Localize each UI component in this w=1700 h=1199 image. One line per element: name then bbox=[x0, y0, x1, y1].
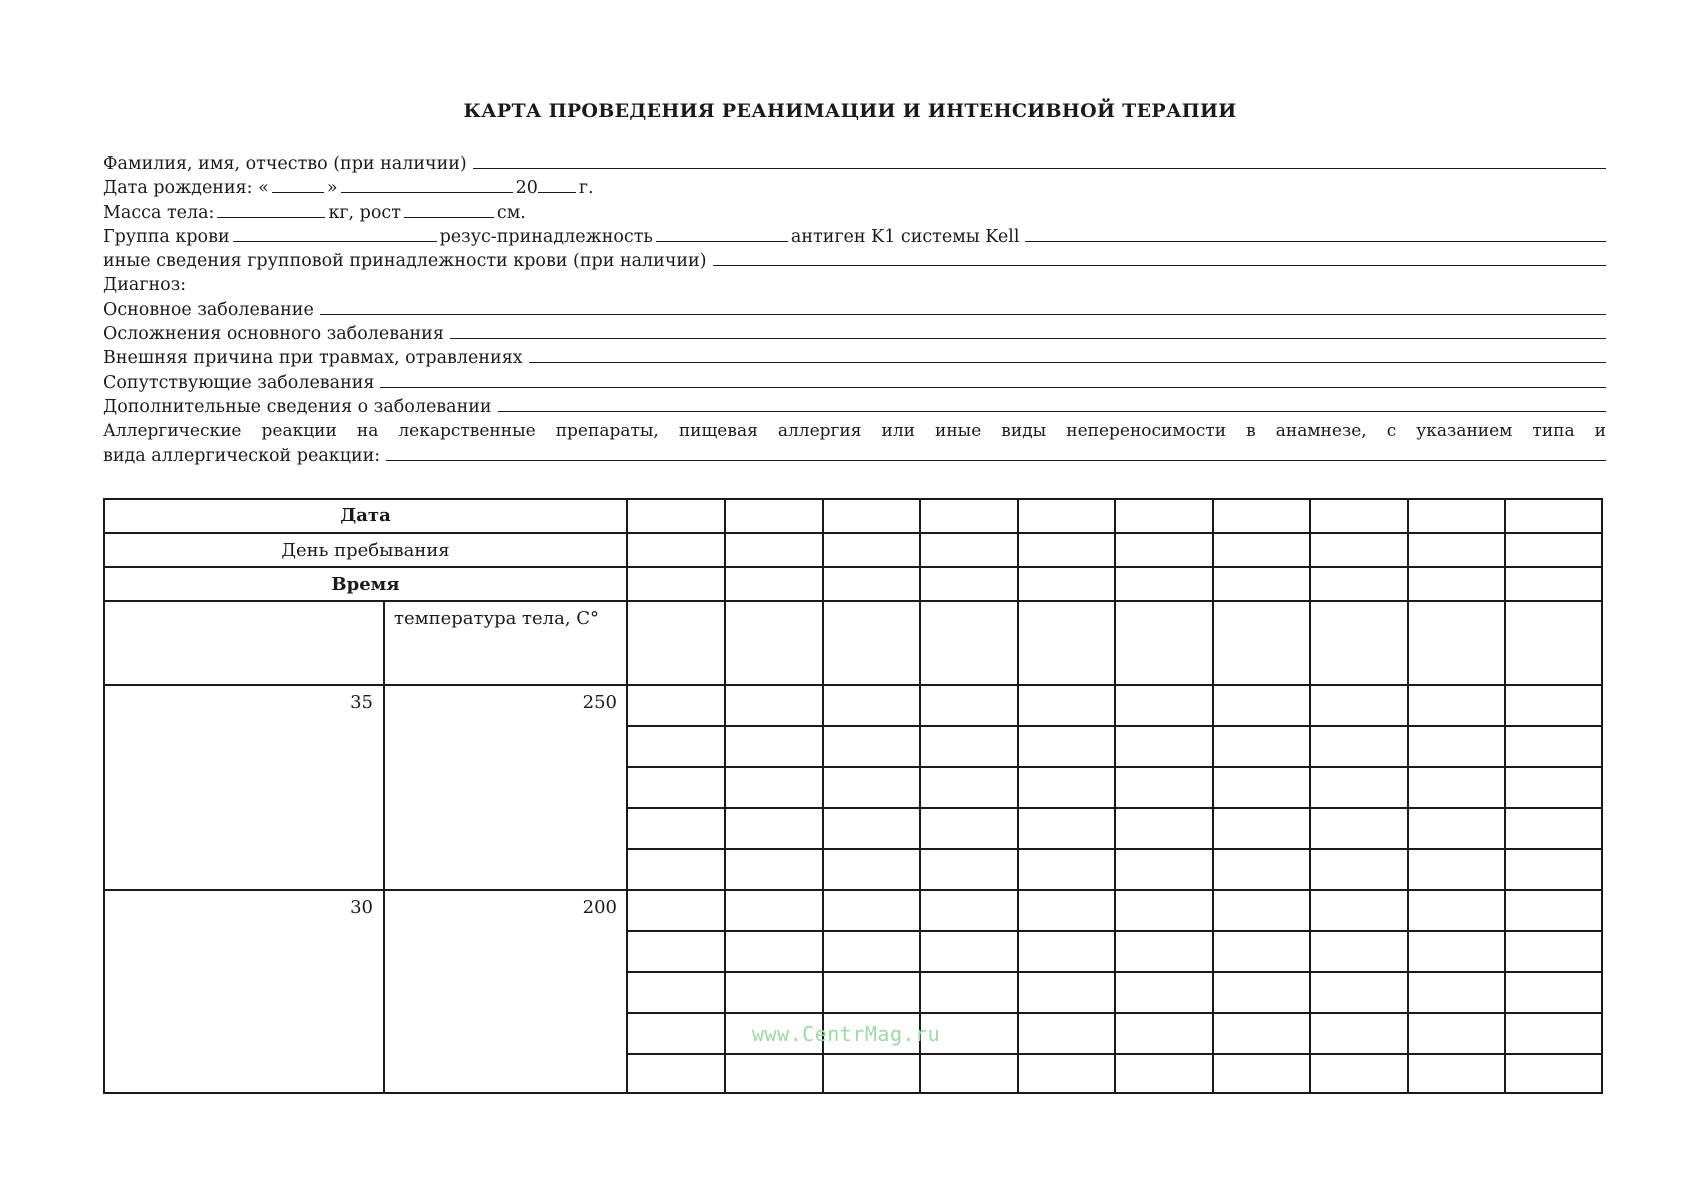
mass-row bbox=[103, 201, 1606, 225]
kell-field[interactable] bbox=[1025, 227, 1606, 242]
concomitant-row bbox=[103, 371, 1606, 395]
watermark: www.CentrMag.ru bbox=[752, 1022, 941, 1046]
complications-label: Осложнения основного заболевания bbox=[103, 324, 444, 345]
concomitant-label: Сопутствующие заболевания bbox=[103, 372, 375, 393]
grid-line bbox=[1017, 500, 1019, 1092]
grid-line bbox=[626, 500, 628, 1092]
mass-field[interactable] bbox=[217, 203, 325, 218]
birth-year-suffix: г. bbox=[578, 178, 594, 199]
grid-line bbox=[105, 566, 1601, 568]
diagnosis-label: Диагноз: bbox=[103, 275, 187, 296]
grid-line bbox=[105, 889, 1601, 891]
other-blood-row bbox=[103, 249, 1606, 273]
additional-field[interactable] bbox=[498, 397, 1606, 412]
scale-label-30: 30 bbox=[350, 897, 373, 918]
fio-field[interactable] bbox=[473, 154, 1606, 169]
grid-line bbox=[919, 500, 921, 1092]
grid-line bbox=[1309, 500, 1311, 1092]
other-blood-label: иные сведения групповой принадлежности крови (при наличии) bbox=[103, 251, 707, 272]
scale-label-200: 200 bbox=[582, 897, 617, 918]
grid-line bbox=[1212, 500, 1214, 1092]
blood-group-label: Группа крови bbox=[103, 226, 230, 247]
birth-year-field[interactable] bbox=[538, 178, 576, 193]
blood-row bbox=[103, 225, 1606, 249]
birth-month-field[interactable] bbox=[341, 178, 513, 193]
fio-row bbox=[103, 152, 1606, 176]
external-cause-field[interactable] bbox=[529, 348, 1606, 363]
patient-info-section bbox=[103, 152, 1606, 468]
grid-line bbox=[1114, 500, 1116, 1092]
allergy-row-2 bbox=[103, 444, 1606, 468]
height-unit: см. bbox=[496, 202, 526, 223]
additional-row bbox=[103, 395, 1606, 419]
grid-line bbox=[105, 532, 1601, 534]
scale-label-250: 250 bbox=[582, 692, 617, 713]
grid-line bbox=[1504, 500, 1506, 1092]
rhesus-label: резус-принадлежность bbox=[439, 226, 653, 247]
birth-year-prefix: 20 bbox=[515, 178, 538, 199]
allergy-row-1 bbox=[103, 419, 1606, 443]
mass-label: Масса тела: bbox=[103, 202, 215, 223]
grid-line bbox=[724, 500, 726, 1092]
diagnosis-row bbox=[103, 273, 1606, 297]
scale-label-35: 35 bbox=[350, 692, 373, 713]
other-blood-field[interactable] bbox=[713, 251, 1606, 266]
additional-label: Дополнительные сведения о заболевании bbox=[103, 396, 492, 417]
external-cause-row bbox=[103, 346, 1606, 370]
main-disease-field[interactable] bbox=[320, 300, 1606, 315]
allergy-label-line2: вида аллергической реакции: bbox=[103, 445, 381, 466]
main-disease-row bbox=[103, 298, 1606, 322]
kell-label: антиген K1 системы Kell bbox=[790, 226, 1020, 247]
complications-field[interactable] bbox=[450, 324, 1606, 339]
grid-line bbox=[105, 600, 1601, 602]
main-disease-label: Основное заболевание bbox=[103, 299, 314, 320]
concomitant-field[interactable] bbox=[380, 373, 1606, 388]
external-cause-label: Внешняя причина при травмах, отравлениях bbox=[103, 348, 523, 369]
complications-row bbox=[103, 322, 1606, 346]
page-title: КАРТА ПРОВЕДЕНИЯ РЕАНИМАЦИИ И ИНТЕНСИВНОЙ ТЕРАПИИ bbox=[463, 100, 1237, 122]
monitoring-grid bbox=[103, 498, 1603, 1094]
grid-line bbox=[1407, 500, 1409, 1092]
allergy-label-line1: Аллергические реакции на лекарственные препараты, пищевая аллергия или иные виды непереносимости в анамнезе, с указанием типа и bbox=[103, 421, 1606, 442]
birth-date-label: Дата рождения: « bbox=[103, 178, 269, 199]
date-header: Дата bbox=[340, 505, 391, 526]
temperature-label: температура тела, С° bbox=[394, 608, 600, 629]
allergy-field[interactable] bbox=[386, 446, 1606, 461]
mass-unit: кг, рост bbox=[328, 202, 401, 223]
fio-label: Фамилия, имя, отчество (при наличии) bbox=[103, 154, 467, 174]
stay-day-header: День пребывания bbox=[281, 540, 450, 561]
grid-line bbox=[383, 600, 385, 1092]
time-header: Время bbox=[331, 574, 400, 595]
grid-line bbox=[105, 684, 1601, 686]
birth-day-field[interactable] bbox=[272, 178, 324, 193]
birth-quote: » bbox=[326, 178, 338, 199]
rhesus-field[interactable] bbox=[656, 227, 788, 242]
height-field[interactable] bbox=[404, 203, 494, 218]
blood-group-field[interactable] bbox=[233, 227, 437, 242]
birth-date-row bbox=[103, 176, 1606, 200]
grid-line bbox=[822, 500, 824, 1092]
